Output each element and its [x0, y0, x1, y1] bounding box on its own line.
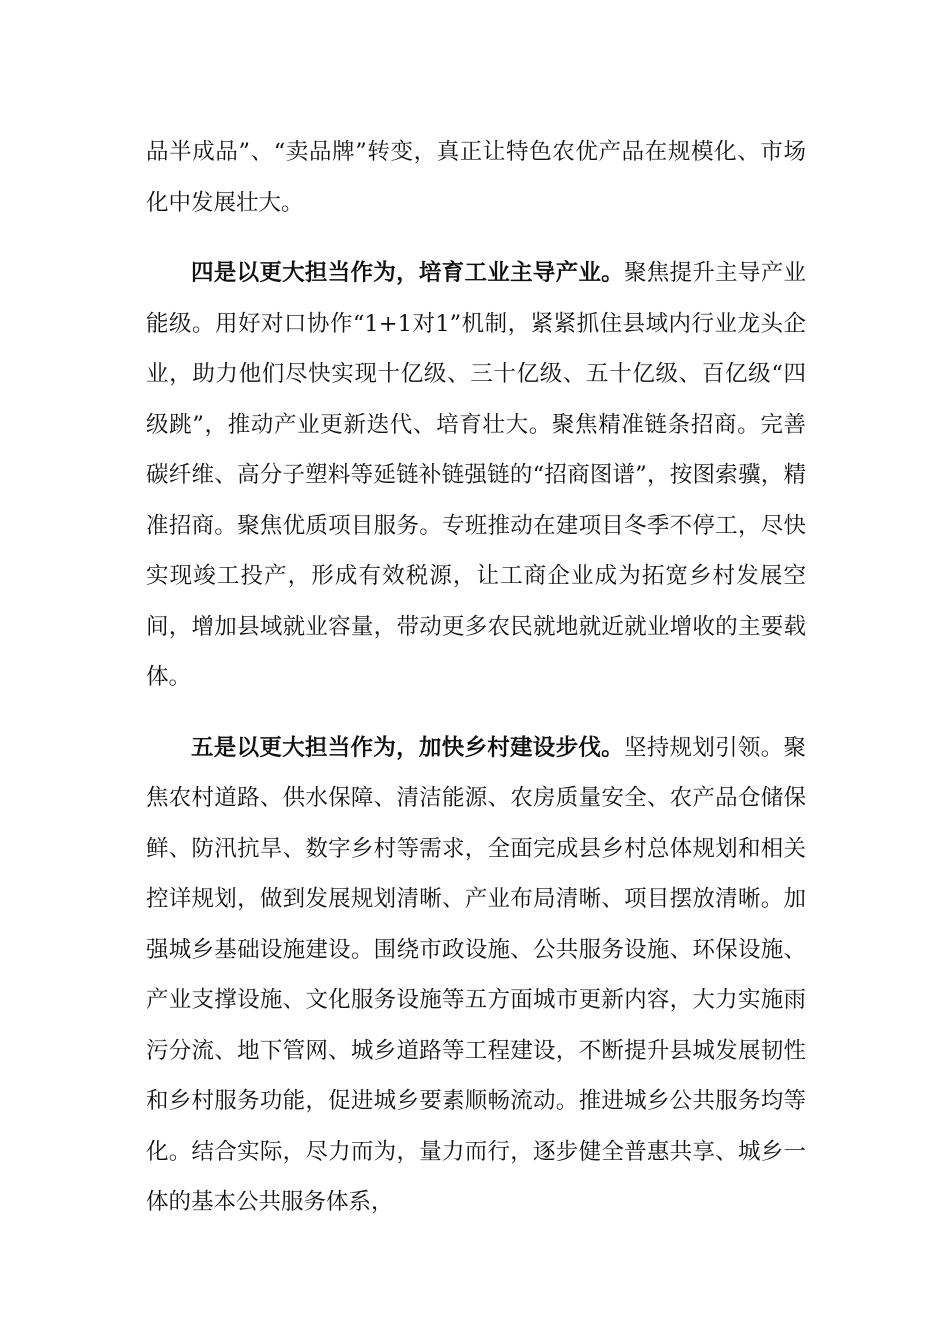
paragraph-lead-heading: 五是以更大担当作为，加快乡村建设步伐。: [191, 734, 624, 761]
paragraph-lead-heading: 四是以更大担当作为，培育工业主导产业。: [191, 260, 624, 286]
paragraph-industry: [146, 248, 806, 703]
paragraph-text: 品半成品”、“卖品牌”转变，真正让特色农优产品在规模化、市场化中发展壮大。: [146, 139, 806, 216]
paragraph-continuation: [146, 127, 806, 228]
document-body: [146, 127, 806, 1228]
paragraph-text: 聚焦提升主导产业能级。用好对口协作“1+1对1”机制，紧紧抓住县域内行业龙头企业，助力他们尽快实现十亿级、三十亿级、五十亿级、百亿级“四级跳”，推动产业更新迭代、培育壮大。聚焦精准链条招商。完善碳纤维、高分子塑料等延链补链强链的“招商图谱”，按图索骥，精准招商。聚焦优质项目服务。专班推动在建项目冬季不停工，尽快实现竣工投产，形成有效税源，让工商企业成为拓宽乡村发展空间，增加县域就业容量，带动更多农民就地就近就业增收的主要载体。: [146, 260, 806, 690]
paragraph-text: 坚持规划引领。聚焦农村道路、供水保障、清洁能源、农房质量安全、农产品仓储保鲜、防汛抗旱、数字乡村等需求，全面完成县乡村总体规划和相关控详规划，做到发展规划清晰、产业布局清晰、项目摆放清晰。加强城乡基础设施建设。围绕市政设施、公共服务设施、环保设施、产业支撑设施、文化服务设施等五方面城市更新内容，大力实施雨污分流、地下管网、城乡道路等工程建设，不断提升县城发展韧性和乡村服务功能，促进城乡要素顺畅流动。推进城乡公共服务均等化。结合实际，尽力而为，量力而行，逐步健全普惠共享、城乡一体的基本公共服务体系，: [146, 734, 806, 1215]
paragraph-rural-construction: [146, 723, 806, 1228]
